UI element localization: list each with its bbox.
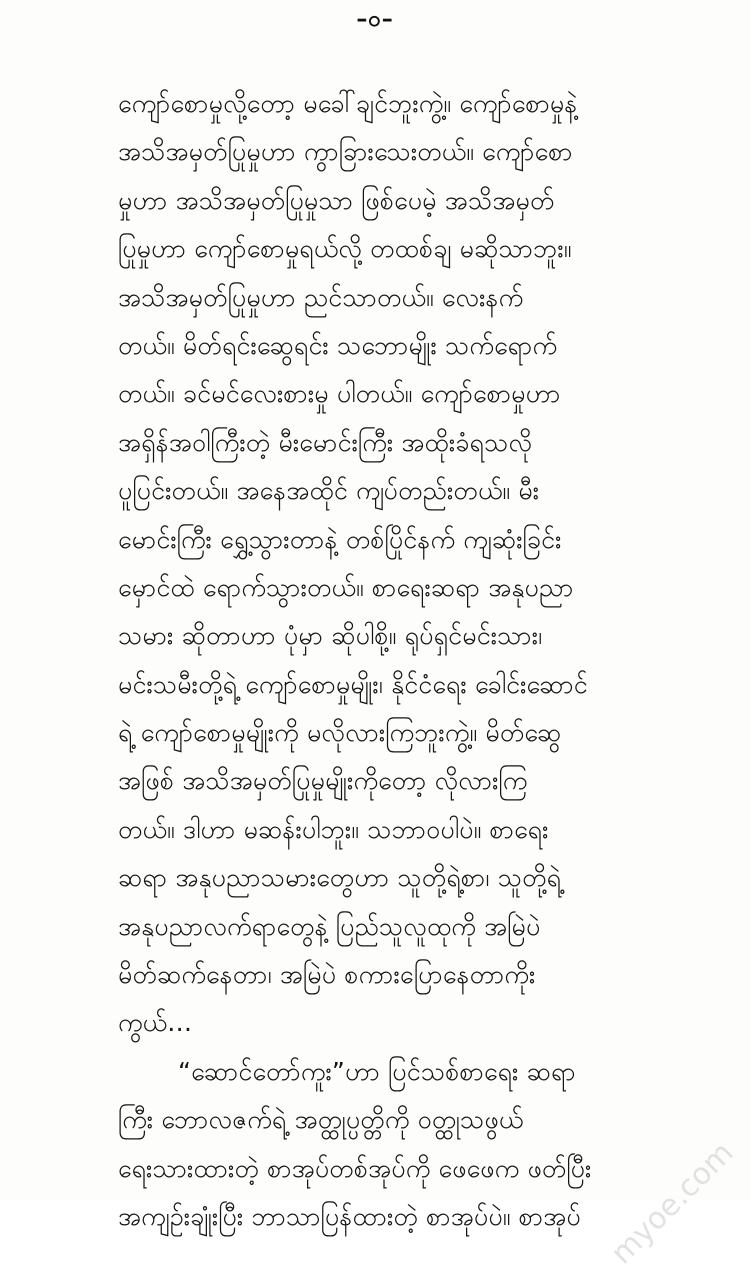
text-line: တယ်။ မိတ်ရင်းဆွေရင်း သဘောမျိုး သက်ရောက် xyxy=(118,330,558,360)
watermark: myoe.com xyxy=(603,1135,740,1271)
text-line: တယ်။ ခင်မင်လေးစားမှု ပါတယ်။ ကျော်စောမှုဟာ xyxy=(118,379,561,409)
text-line: အဖြစ် အသိအမှတ်ပြုမှုမျိုးကိုတော့ လိုလားကြ xyxy=(118,766,528,796)
text-line: ကြီး ဘောလဇက်ရဲ့ အတ္ထုပ္ပတ္တိကို ဝတ္ထုသဖွယ် xyxy=(118,1105,524,1135)
text-line: မိတ်ဆက်နေတာ၊ အမြဲပဲ စကားပြောနေတာကိုး xyxy=(118,960,536,990)
text-line: ပူပြင်းတယ်။ အနေအထိုင် ကျပ်တည်းတယ်။ မီး xyxy=(118,476,540,506)
body-text xyxy=(118,80,638,1241)
text-line: ရေးသားထားတဲ့ စာအုပ်တစ်အုပ်ကို ဖေဖေက ဖတ်ပြီး xyxy=(118,1153,592,1183)
text-line: မင်းသမီးတို့ရဲ့ ကျော်စောမှုမျိုး၊ နိုင်ငံရေး ခေါင်းဆောင် xyxy=(118,669,588,699)
text-line: ကွယ်… xyxy=(118,1008,193,1038)
text-line: ပြုမှုဟာ ကျော်စောမှုရယ်လို့ တထစ်ချ မဆိုသာဘူး။ xyxy=(118,234,572,264)
text-line: မောင်းကြီး ရွှေ့သွားတာနဲ့ တစ်ပြိုင်နက် ကျဆုံးခြင်း xyxy=(118,524,562,554)
text-line: အနုပညာလက်ရာတွေနဲ့ ပြည်သူလူထုကို အမြဲပဲ xyxy=(118,911,541,941)
text-line: အရှိန်အဝါကြီးတဲ့ မီးမောင်းကြီး အထိုးခံရသလို xyxy=(118,427,533,457)
text-line: အကျဉ်းချုံးပြီး ဘာသာပြန်ထားတဲ့ စာအုပ်ပဲ။ စာအုပ် xyxy=(118,1201,581,1231)
text-line: မှောင်ထဲ ရောက်သွားတယ်။ စာရေးဆရာ အနုပညာ xyxy=(118,572,574,602)
text-line: ရဲ့ ကျော်စောမှုမျိုးကို မလိုလားကြဘူးကွဲ့။ မိတ်ဆွေ xyxy=(118,718,562,748)
text-line: အသိအမှတ်ပြုမှုဟာ ညင်သာတယ်။ လေးနက် xyxy=(118,282,524,312)
text-line: “ဆောင်တော်ကူး”ဟာ ပြင်သစ်စာရေး ဆရာ xyxy=(178,1056,576,1086)
text-line: ဆရာ အနုပညာသမားတွေဟာ သူတို့ရဲ့စာ၊ သူတို့ရဲ့ xyxy=(118,863,562,893)
text-line: တယ်။ ဒါဟာ မဆန်းပါဘူး။ သဘာဝပါပဲ။ စာရေး xyxy=(118,814,549,844)
text-line: အသိအမှတ်ပြုမှုဟာ ကွာခြားသေးတယ်။ ကျော်စော xyxy=(118,137,573,167)
text-line: မှုဟာ အသိအမှတ်ပြုမှုသာ ဖြစ်ပေမဲ့ အသိအမှတ် xyxy=(118,185,555,215)
text-line: သမား ဆိုတာဟာ ပုံမှာ ဆိုပါစို့။ ရုပ်ရှင်မင်းသား၊ xyxy=(118,621,543,651)
text-line: ကျော်စောမှုလို့တော့ မခေါ်ချင်ဘူးကွဲ့။ ကျော်စောမှုနဲ့ xyxy=(118,89,578,118)
page-number: –၀– xyxy=(356,7,394,32)
